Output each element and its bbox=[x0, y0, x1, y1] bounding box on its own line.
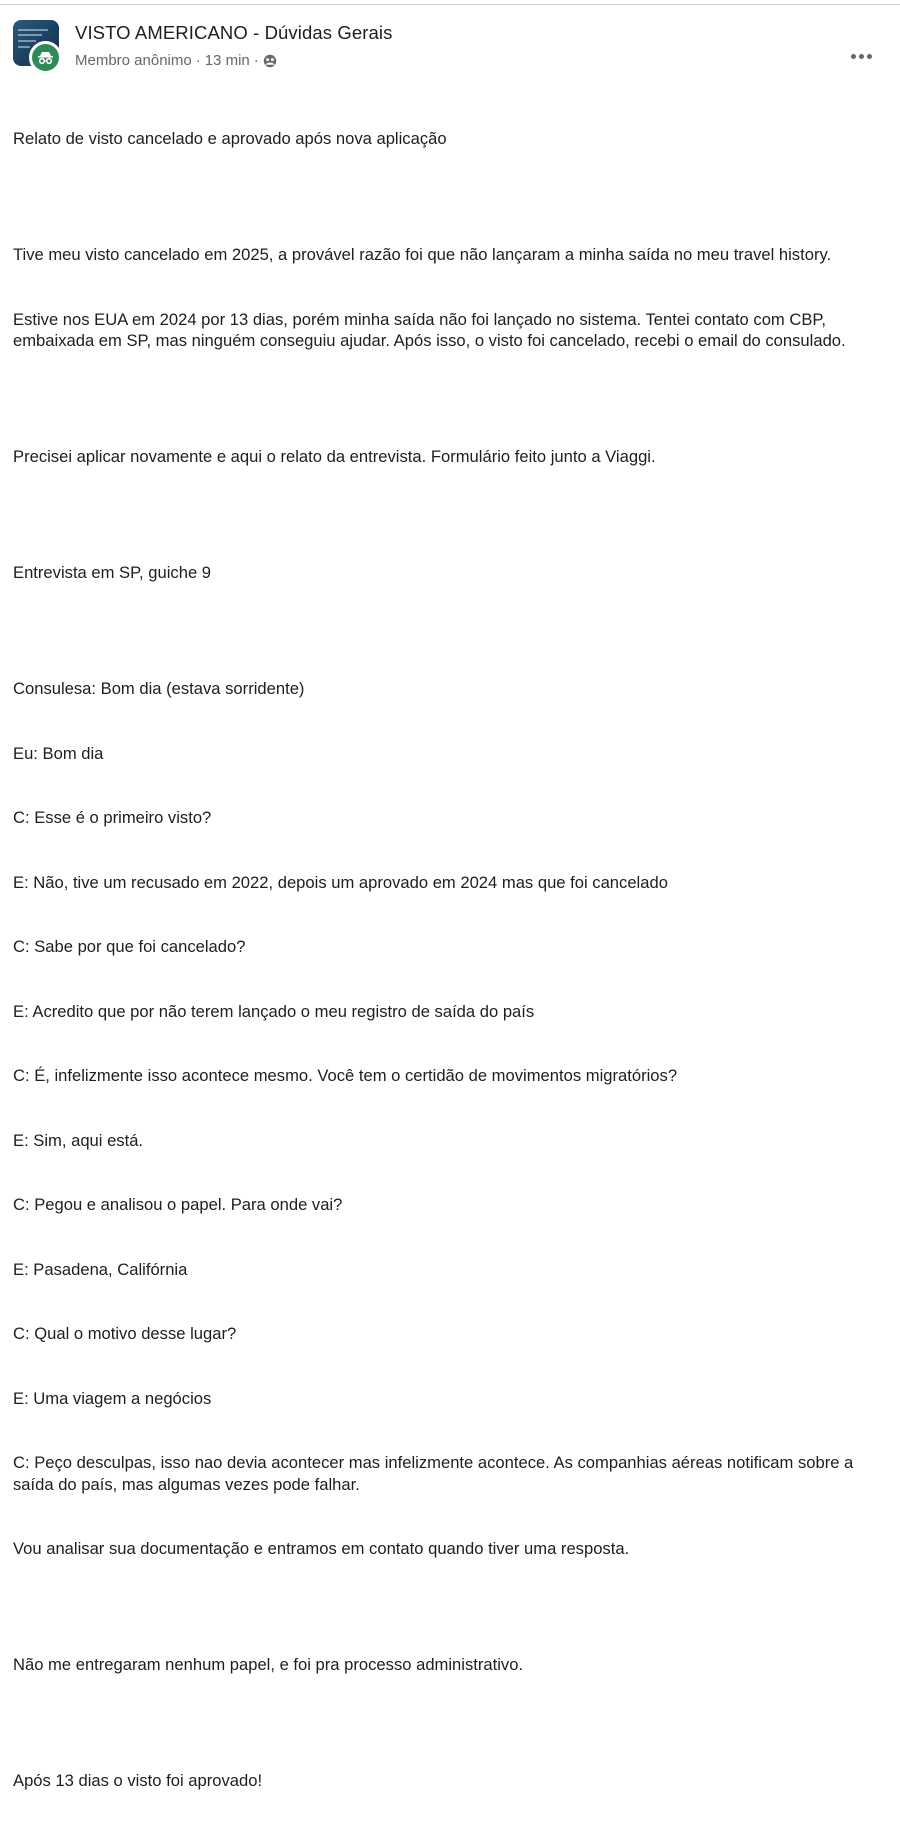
dialogue-line: E: Pasadena, Califórnia bbox=[13, 1259, 188, 1279]
dialogue-line: E: Acredito que por não terem lançado o meu registro de saída do país bbox=[13, 1001, 535, 1021]
top-divider bbox=[0, 4, 900, 5]
post-meta bbox=[75, 52, 277, 69]
post-line: Entrevista em SP, guiche 9 bbox=[13, 563, 212, 582]
anonymous-incognito-icon bbox=[29, 41, 62, 74]
post-paragraph bbox=[13, 519, 893, 627]
dialogue-line: Vou analisar sua documentação e entramos em contato quando tiver uma resposta. bbox=[13, 1539, 630, 1558]
post-line: Precisei aplicar novamente e aqui o relato da entrevista. Formulário feito junto a Viaggi. bbox=[13, 447, 656, 466]
more-options-button[interactable] bbox=[851, 54, 872, 59]
group-name-link[interactable]: VISTO AMERICANO - Dúvidas Gerais bbox=[75, 22, 393, 43]
dialogue-line: C: É, infelizmente isso acontece mesmo. Você tem o certidão de movimentos migratórios? bbox=[13, 1066, 678, 1085]
dialogue-line: Eu: Bom dia bbox=[13, 743, 104, 763]
post-paragraph bbox=[13, 1611, 893, 1719]
dialogue-line: Consulesa: Bom dia (estava sorridente) bbox=[13, 679, 305, 698]
post-line: Após 13 dias o visto foi aprovado! bbox=[13, 1771, 263, 1790]
post-line: Não me entregaram nenhum papel, e foi pra processo administrativo. bbox=[13, 1655, 524, 1674]
meta-separator: · bbox=[195, 52, 201, 69]
dialogue-line: C: Qual o motivo desse lugar? bbox=[13, 1324, 237, 1343]
group-audience-icon bbox=[263, 54, 277, 68]
more-options-icon bbox=[851, 54, 856, 59]
post-body bbox=[13, 85, 893, 1843]
dialogue-line: E: Não, tive um recusado em 2022, depois um aprovado em 2024 mas que foi cancelado bbox=[13, 872, 668, 892]
post-line: Tive meu visto cancelado em 2025, a provável razão foi que não lançaram a minha saída no meu travel history. bbox=[13, 245, 832, 264]
dialogue-line: C: Peço desculpas, isso nao devia acontecer mas infelizmente acontece. As companhias aéreas notificam sobre a saída do país, mas algumas vezes pode falhar. bbox=[13, 1453, 858, 1494]
post-paragraph bbox=[13, 403, 893, 511]
dialogue-line: C: Sabe por que foi cancelado? bbox=[13, 937, 246, 956]
dialogue-line: E: Uma viagem a negócios bbox=[13, 1388, 212, 1408]
dialogue-line: E: Sim, aqui está. bbox=[13, 1130, 144, 1150]
interview-dialogue bbox=[13, 635, 893, 1603]
post-line: Estive nos EUA em 2024 por 13 dias, porém minha saída não foi lançado no sistema. Tentei contato com CBP, embaixada em SP, mas ninguém conseguiu ajudar. Após isso, o visto foi cancelado, recebi o email do consulado. bbox=[13, 309, 846, 350]
post-line: Relato de visto cancelado e aprovado após nova aplicação bbox=[13, 129, 447, 148]
dialogue-line: C: Esse é o primeiro visto? bbox=[13, 808, 212, 827]
post-paragraph bbox=[13, 201, 893, 395]
post-paragraph bbox=[13, 1727, 893, 1835]
dialogue-line: C: Pegou e analisou o papel. Para onde vai? bbox=[13, 1195, 343, 1214]
meta-separator: · bbox=[253, 52, 259, 69]
author-name[interactable]: Membro anônimo bbox=[75, 52, 192, 69]
post-timestamp[interactable]: 13 min bbox=[204, 52, 250, 69]
post-paragraph bbox=[13, 85, 893, 193]
post-header bbox=[13, 16, 900, 76]
